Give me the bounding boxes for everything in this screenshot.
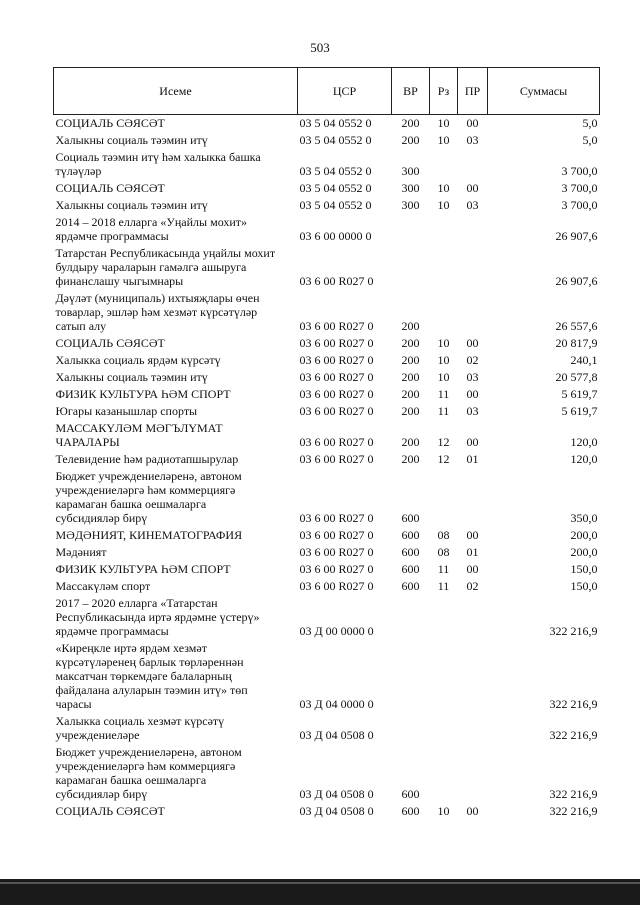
row-name-text: СОЦИАЛЬ СӘЯСӘТ (55, 116, 165, 130)
row-name-text: МӘДӘНИЯТ, КИНЕМАТОГРАФИЯ (55, 528, 243, 542)
table-row (54, 468, 600, 527)
cell-vr: 600 (401, 579, 420, 593)
cell-pr (458, 595, 488, 640)
cell-rz: 08 (437, 528, 450, 542)
scan-bottom-edge (0, 879, 640, 905)
cell-vr: 200 (401, 404, 420, 418)
cell-name (54, 197, 298, 214)
cell-name (54, 214, 298, 245)
cell-rz: 11 (437, 404, 450, 418)
cell-pr (458, 290, 488, 335)
row-name-text: Бюджет учреждениеләренә, автоном учреждениеләргә һәм коммерциягә карамаган башка оешмаларга субсидияләр бирү (55, 469, 242, 525)
table-row (54, 640, 600, 713)
cell-csr: 03 6 00 R027 0 (299, 452, 374, 466)
cell-name (54, 115, 298, 133)
cell-vr: 200 (401, 452, 420, 466)
cell-pr: 02 (466, 579, 479, 593)
cell-pr: 03 (466, 370, 479, 384)
table-row (54, 403, 600, 420)
cell-pr: 01 (466, 545, 479, 559)
cell-pr: 00 (466, 116, 479, 130)
cell-sum: 322 216,9 (549, 728, 598, 742)
row-name-text: Дәүләт (муниципаль) ихтыяҗлары өчен товарлар, эшләр һәм хезмәт күрсәтүләр сатып алу (55, 291, 260, 333)
cell-sum: 3 700,0 (561, 181, 598, 195)
cell-sum: 3 700,0 (561, 164, 598, 178)
cell-sum: 3 700,0 (561, 198, 598, 212)
cell-csr: 03 5 04 0552 0 (299, 133, 372, 147)
cell-sum: 240,1 (570, 353, 598, 367)
row-name-text: Социаль тәэмин итү һәм халыкка башка түләүләр (55, 150, 261, 178)
cell-pr: 00 (466, 181, 479, 195)
cell-vr (392, 713, 430, 744)
cell-rz: 10 (437, 804, 450, 818)
cell-csr: 03 6 00 R027 0 (299, 336, 374, 350)
cell-sum: 322 216,9 (549, 697, 598, 711)
header-vr: ВР (392, 68, 430, 115)
cell-csr: 03 6 00 R027 0 (299, 387, 374, 401)
cell-sum: 26 907,6 (555, 229, 598, 243)
cell-pr (458, 149, 488, 180)
cell-rz (430, 149, 458, 180)
cell-rz: 10 (437, 370, 450, 384)
cell-rz: 10 (437, 133, 450, 147)
cell-name (54, 803, 298, 820)
cell-name (54, 335, 298, 352)
cell-rz (430, 744, 458, 803)
row-name-text: Бюджет учреждениеләренә, автоном учреждениеләргә һәм коммерциягә карамаган башка оешмаларга субсидияләр бирү (55, 745, 242, 801)
cell-rz: 11 (437, 579, 450, 593)
header-pr: ПР (458, 68, 488, 115)
cell-vr (392, 640, 430, 713)
cell-csr: 03 Д 00 0000 0 (299, 624, 374, 638)
cell-pr: 03 (466, 198, 479, 212)
cell-rz: 10 (437, 116, 450, 130)
cell-csr: 03 Д 04 0508 0 (299, 728, 374, 742)
table-row (54, 420, 600, 451)
cell-csr: 03 6 00 R027 0 (299, 404, 374, 418)
table-row (54, 561, 600, 578)
table-row (54, 115, 600, 133)
table-row (54, 245, 600, 290)
cell-pr (458, 640, 488, 713)
cell-name (54, 352, 298, 369)
row-name-text: Мәдәният (55, 545, 107, 559)
table-header (54, 68, 600, 115)
row-name-text: Массакүләм спорт (55, 579, 151, 593)
table-row (54, 369, 600, 386)
cell-pr: 00 (466, 336, 479, 350)
cell-vr: 200 (401, 336, 420, 350)
cell-vr: 600 (401, 528, 420, 542)
table-row (54, 386, 600, 403)
cell-sum: 350,0 (570, 511, 598, 525)
cell-vr: 300 (401, 164, 420, 178)
cell-vr: 200 (401, 133, 420, 147)
cell-sum: 120,0 (570, 435, 598, 449)
cell-vr: 600 (401, 511, 420, 525)
cell-name (54, 403, 298, 420)
cell-csr: 03 6 00 R027 0 (299, 370, 374, 384)
cell-rz (430, 713, 458, 744)
cell-csr: 03 5 04 0552 0 (299, 116, 372, 130)
row-name-text: Халыкны социаль тәэмин итү (55, 133, 208, 147)
cell-sum: 26 557,6 (555, 319, 598, 333)
cell-sum: 20 577,8 (555, 370, 598, 384)
cell-sum: 5 619,7 (561, 387, 598, 401)
cell-csr: 03 6 00 R027 0 (299, 319, 374, 333)
table-row (54, 713, 600, 744)
cell-csr: 03 6 00 0000 0 (299, 229, 372, 243)
cell-csr: 03 Д 04 0000 0 (299, 697, 374, 711)
cell-csr: 03 6 00 R027 0 (299, 435, 374, 449)
cell-name (54, 468, 298, 527)
cell-csr: 03 6 00 R027 0 (299, 274, 374, 288)
row-name-text: СОЦИАЛЬ СӘЯСӘТ (55, 804, 165, 818)
cell-pr (458, 713, 488, 744)
table-row (54, 544, 600, 561)
table-row (54, 527, 600, 544)
table-row (54, 744, 600, 803)
cell-vr: 600 (401, 804, 420, 818)
cell-vr (392, 245, 430, 290)
cell-csr: 03 6 00 R027 0 (299, 562, 374, 576)
cell-vr: 600 (401, 545, 420, 559)
cell-rz (430, 468, 458, 527)
cell-pr: 00 (466, 435, 479, 449)
table-row (54, 595, 600, 640)
cell-sum: 120,0 (570, 452, 598, 466)
table-row (54, 197, 600, 214)
cell-pr: 03 (466, 133, 479, 147)
cell-vr: 200 (401, 319, 420, 333)
cell-name (54, 544, 298, 561)
row-name-text: СОЦИАЛЬ СӘЯСӘТ (55, 181, 165, 195)
cell-vr: 200 (401, 353, 420, 367)
cell-csr: 03 6 00 R027 0 (299, 579, 374, 593)
table-row (54, 132, 600, 149)
cell-rz (430, 245, 458, 290)
cell-vr: 200 (401, 116, 420, 130)
cell-rz: 12 (437, 435, 450, 449)
cell-rz: 08 (437, 545, 450, 559)
cell-vr: 300 (401, 181, 420, 195)
row-name-text: 2017 – 2020 елларга «Татарстан Республикасында иртә ярдәмне үстерү» ярдәмче программасы (55, 596, 260, 638)
cell-sum: 26 907,6 (555, 274, 598, 288)
cell-pr: 01 (466, 452, 479, 466)
table-row (54, 578, 600, 595)
cell-rz (430, 290, 458, 335)
row-name-text: Татарстан Республикасында уңайлы мохит булдыру чараларын гамәлгә ашыруга финанслашу чыгымнары (55, 246, 276, 288)
cell-vr (392, 595, 430, 640)
row-name-text: СОЦИАЛЬ СӘЯСӘТ (55, 336, 165, 350)
cell-name (54, 149, 298, 180)
cell-csr: 03 5 04 0552 0 (299, 181, 372, 195)
table-row (54, 335, 600, 352)
cell-pr (458, 468, 488, 527)
cell-csr: 03 5 04 0552 0 (299, 164, 372, 178)
cell-sum: 150,0 (570, 579, 598, 593)
cell-rz: 11 (437, 562, 450, 576)
row-name-text: МАССАКҮЛӘМ МӘГЪЛҮМАТ ЧАРАЛАРЫ (55, 421, 223, 449)
table-row (54, 352, 600, 369)
cell-pr (458, 214, 488, 245)
cell-name (54, 561, 298, 578)
header-csr: ЦСР (298, 68, 392, 115)
table-row (54, 803, 600, 820)
cell-sum: 322 216,9 (549, 624, 598, 638)
cell-name (54, 386, 298, 403)
cell-vr: 200 (401, 435, 420, 449)
cell-name (54, 290, 298, 335)
cell-name (54, 744, 298, 803)
cell-rz: 12 (437, 452, 450, 466)
cell-sum: 20 817,9 (555, 336, 598, 350)
cell-name (54, 595, 298, 640)
row-name-text: Халыкны социаль тәэмин итү (55, 370, 208, 384)
row-name-text: 2014 – 2018 елларга «Уңайлы мохит» ярдәмче программасы (55, 215, 248, 243)
table-row (54, 180, 600, 197)
row-name-text: Халыкны социаль тәэмин итү (55, 198, 208, 212)
cell-name (54, 713, 298, 744)
cell-sum: 5,0 (582, 133, 598, 147)
row-name-text: Халыкка социаль хезмәт күрсәтү учреждениеләре (55, 714, 225, 742)
row-name-text: Югары казанышлар спорты (55, 404, 198, 418)
cell-sum: 5,0 (582, 116, 598, 130)
page-number: 503 (310, 40, 330, 55)
row-name-text: Халыкка социаль ярдәм күрсәтү (55, 353, 221, 367)
header-name: Исеме (54, 68, 298, 115)
cell-vr: 600 (401, 787, 420, 801)
cell-name (54, 180, 298, 197)
cell-name (54, 245, 298, 290)
cell-rz: 10 (437, 336, 450, 350)
cell-name (54, 132, 298, 149)
cell-rz: 11 (437, 387, 450, 401)
cell-rz (430, 640, 458, 713)
table-row (54, 451, 600, 468)
cell-name (54, 578, 298, 595)
cell-vr: 200 (401, 370, 420, 384)
cell-name (54, 451, 298, 468)
cell-pr: 03 (466, 404, 479, 418)
cell-csr: 03 Д 04 0508 0 (299, 804, 374, 818)
cell-sum: 322 216,9 (549, 804, 598, 818)
cell-csr: 03 Д 04 0508 0 (299, 787, 374, 801)
budget-table (53, 67, 600, 820)
cell-name (54, 420, 298, 451)
cell-csr: 03 5 04 0552 0 (299, 198, 372, 212)
cell-rz: 10 (437, 181, 450, 195)
cell-rz: 10 (437, 353, 450, 367)
cell-vr: 300 (401, 198, 420, 212)
cell-sum: 5 619,7 (561, 404, 598, 418)
cell-name (54, 369, 298, 386)
cell-name (54, 527, 298, 544)
row-name-text: ФИЗИК КУЛЬТУРА ҺӘМ СПОРТ (55, 387, 231, 401)
row-name-text: «Киреңкле иртә ярдәм хезмәт күрсәтүләренең барлык төрләреннән максатчан төркемдәге балаларның файдалана алуларын тәэмин итү» төп чарасы (55, 641, 248, 711)
cell-sum: 200,0 (570, 528, 598, 542)
cell-rz (430, 595, 458, 640)
row-name-text: ФИЗИК КУЛЬТУРА ҺӘМ СПОРТ (55, 562, 231, 576)
cell-sum: 200,0 (570, 545, 598, 559)
cell-pr: 00 (466, 387, 479, 401)
table-body (54, 115, 600, 821)
cell-rz (430, 214, 458, 245)
cell-pr: 00 (466, 562, 479, 576)
cell-csr: 03 6 00 R027 0 (299, 511, 374, 525)
cell-name (54, 640, 298, 713)
cell-pr (458, 245, 488, 290)
cell-csr: 03 6 00 R027 0 (299, 528, 374, 542)
cell-vr: 600 (401, 562, 420, 576)
cell-pr: 02 (466, 353, 479, 367)
table-row (54, 214, 600, 245)
cell-pr: 00 (466, 528, 479, 542)
cell-csr: 03 6 00 R027 0 (299, 545, 374, 559)
cell-rz: 10 (437, 198, 450, 212)
cell-vr: 200 (401, 387, 420, 401)
header-sum: Суммасы (488, 68, 600, 115)
table-row (54, 290, 600, 335)
cell-sum: 322 216,9 (549, 787, 598, 801)
cell-pr: 00 (466, 804, 479, 818)
table-row (54, 149, 600, 180)
row-name-text: Телевидение һәм радиотапшырулар (55, 452, 239, 466)
cell-vr (392, 214, 430, 245)
header-rz: Рз (430, 68, 458, 115)
cell-sum: 150,0 (570, 562, 598, 576)
cell-csr: 03 6 00 R027 0 (299, 353, 374, 367)
cell-pr (458, 744, 488, 803)
